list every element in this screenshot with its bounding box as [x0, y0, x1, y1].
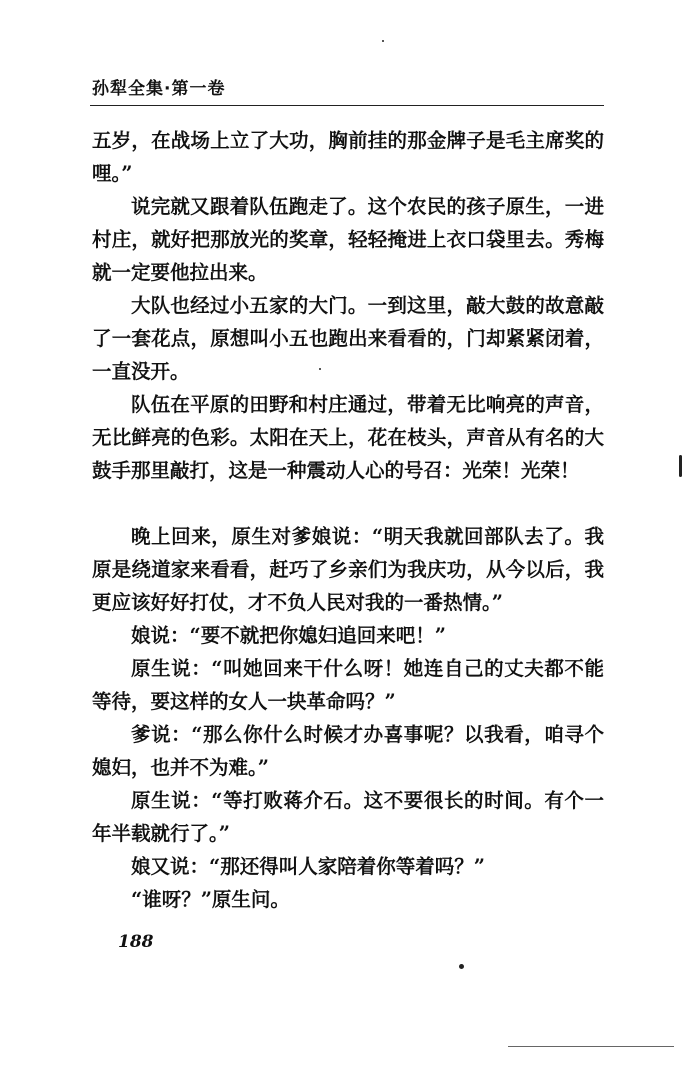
body-text	[92, 124, 604, 916]
running-header: 孙犁全集·第一卷	[92, 79, 226, 99]
bottom-rule	[508, 1046, 674, 1047]
paragraph: 队伍在平原的田野和村庄通过，带着无比响亮的声音，无比鲜亮的色彩。太阳在天上，花在枝头，声音从有名的大鼓手那里敲打，这是一种震动人心的号召：光荣！光荣！	[92, 393, 604, 482]
scan-speck	[319, 368, 321, 370]
paragraph: 说完就又跟着队伍跑走了。这个农民的孩子原生，一进村庄，就好把那放光的奖章，轻轻掩进上衣口袋里去。秀梅就一定要他拉出来。	[92, 195, 604, 284]
scan-speck	[382, 40, 384, 42]
page-number: 188	[118, 932, 154, 952]
paragraph: 爹说：“那么你什么时候才办喜事呢？以我看，咱寻个媳妇，也并不为难。”	[92, 723, 604, 779]
paragraph: 娘说：“要不就把你媳妇追回来吧！”	[131, 624, 446, 647]
paragraph: 晚上回来，原生对爹娘说：“明天我就回部队去了。我原是绕道家来看看，赶巧了乡亲们为我庆功，从今以后，我更应该好好打仗，才不负人民对我的一番热情。”	[92, 525, 604, 614]
paragraph: “谁呀？”原生问。	[131, 888, 290, 911]
paragraph: 娘又说：“那还得叫人家陪着你等着吗？”	[131, 855, 485, 878]
scan-speck	[459, 964, 464, 969]
paragraph: 原生说：“等打败蒋介石。这不要很长的时间。有个一年半载就行了。”	[92, 789, 604, 845]
scan-speck	[679, 455, 682, 477]
header-rule	[90, 105, 604, 106]
paragraph: 原生说：“叫她回来干什么呀！她连自己的丈夫都不能等待，要这样的女人一块革命吗？”	[92, 657, 604, 713]
paragraph: 大队也经过小五家的大门。一到这里，敲大鼓的故意敲了一套花点，原想叫小五也跑出来看看的，门却紧紧闭着，一直没开。	[92, 294, 604, 383]
paragraph: 五岁，在战场上立了大功，胸前挂的那金牌子是毛主席奖的哩。”	[92, 129, 604, 185]
